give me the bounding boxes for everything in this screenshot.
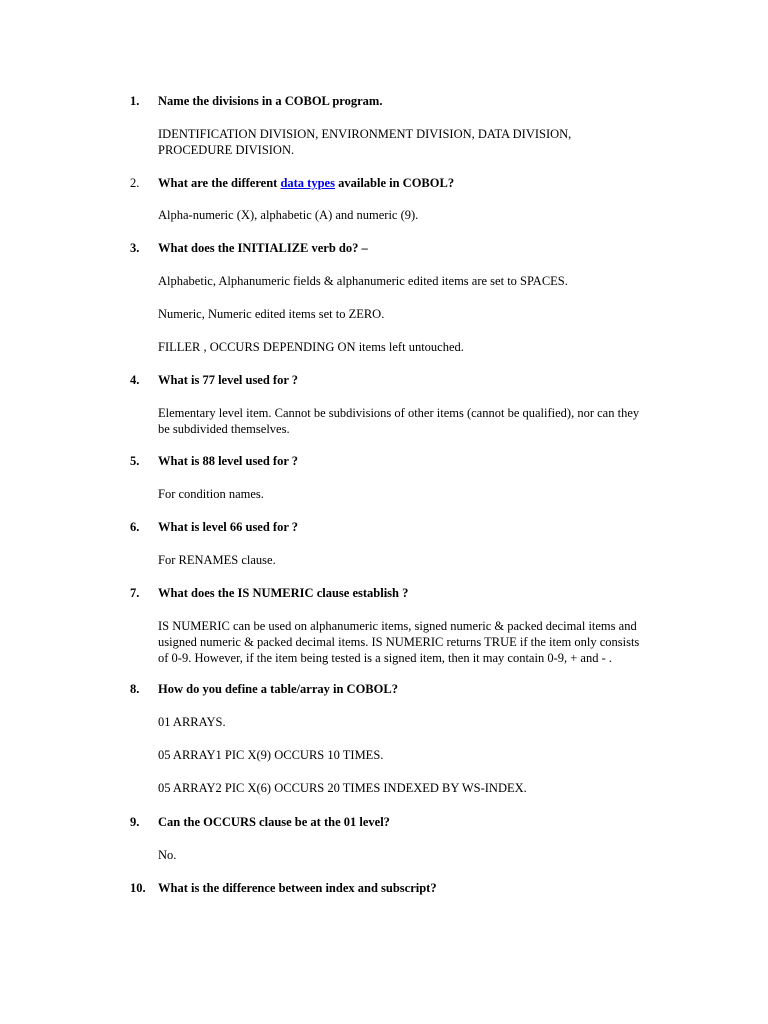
question-number: 10. — [130, 881, 146, 895]
answer-paragraph: No. — [158, 848, 177, 862]
question-number: 2. — [130, 176, 140, 190]
question-text: What does the INITIALIZE verb do? – — [158, 241, 368, 255]
question-10 — [130, 880, 650, 896]
answer-paragraph: IDENTIFICATION DIVISION, ENVIRONMENT DIVISION, DATA DIVISION, PROCEDURE DIVISION. — [158, 127, 572, 157]
question-text — [158, 175, 650, 191]
question-8 — [130, 681, 650, 697]
question-text-before-link: What are the different — [158, 176, 281, 190]
question-text: What does the IS NUMERIC clause establish ? — [158, 586, 409, 600]
question-2 — [130, 175, 650, 191]
answer-paragraph: Elementary level item. Cannot be subdivisions of other items (cannot be qualified), nor can they be subdivided themselves. — [158, 406, 640, 436]
question-number: 1. — [130, 94, 140, 108]
answer-paragraph: Alphabetic, Alphanumeric fields & alphanumeric edited items are set to SPACES. — [158, 274, 568, 288]
answer-paragraph: IS NUMERIC can be used on alphanumeric items, signed numeric & packed decimal items and usigned numeric & packed decimal items. IS NUMERIC returns TRUE if the item only consists of 0-9. However, if the item being tested is a signed item, then it may contain 0-9, + and - . — [158, 619, 640, 665]
question-text: Name the divisions in a COBOL program. — [158, 94, 383, 108]
question-number: 9. — [130, 815, 140, 829]
answer-paragraph: Alpha-numeric (X), alphabetic (A) and numeric (9). — [158, 208, 419, 222]
question-4 — [130, 372, 650, 388]
answer-paragraph: For RENAMES clause. — [158, 553, 276, 567]
question-7 — [130, 585, 650, 601]
question-text: Can the OCCURS clause be at the 01 level? — [158, 815, 390, 829]
question-text-after-link: available in COBOL? — [334, 176, 455, 190]
question-number: 7. — [130, 586, 140, 600]
answer-paragraph: 05 ARRAY1 PIC X(9) OCCURS 10 TIMES. — [158, 748, 384, 762]
question-text: What is 77 level used for ? — [158, 373, 299, 387]
question-text: What is 88 level used for ? — [158, 454, 299, 468]
question-5 — [130, 453, 650, 469]
question-text: How do you define a table/array in COBOL? — [158, 682, 398, 696]
question-number: 5. — [130, 454, 140, 468]
question-number: 4. — [130, 373, 140, 387]
answer-paragraph: 05 ARRAY2 PIC X(6) OCCURS 20 TIMES INDEXED BY WS-INDEX. — [158, 781, 527, 795]
answer-paragraph: For condition names. — [158, 487, 264, 501]
question-text: What is level 66 used for ? — [158, 520, 299, 534]
question-number: 6. — [130, 520, 140, 534]
data-types-link[interactable]: data types — [280, 176, 335, 190]
answer-paragraph: FILLER , OCCURS DEPENDING ON items left untouched. — [158, 340, 464, 354]
question-3 — [130, 240, 650, 256]
answer-paragraph: Numeric, Numeric edited items set to ZERO. — [158, 307, 385, 321]
question-9 — [130, 814, 650, 830]
question-number: 8. — [130, 682, 140, 696]
question-number: 3. — [130, 241, 140, 255]
answer-paragraph: 01 ARRAYS. — [158, 715, 226, 729]
question-6 — [130, 519, 650, 535]
question-1 — [130, 93, 650, 109]
question-text: What is the difference between index and subscript? — [158, 881, 437, 895]
